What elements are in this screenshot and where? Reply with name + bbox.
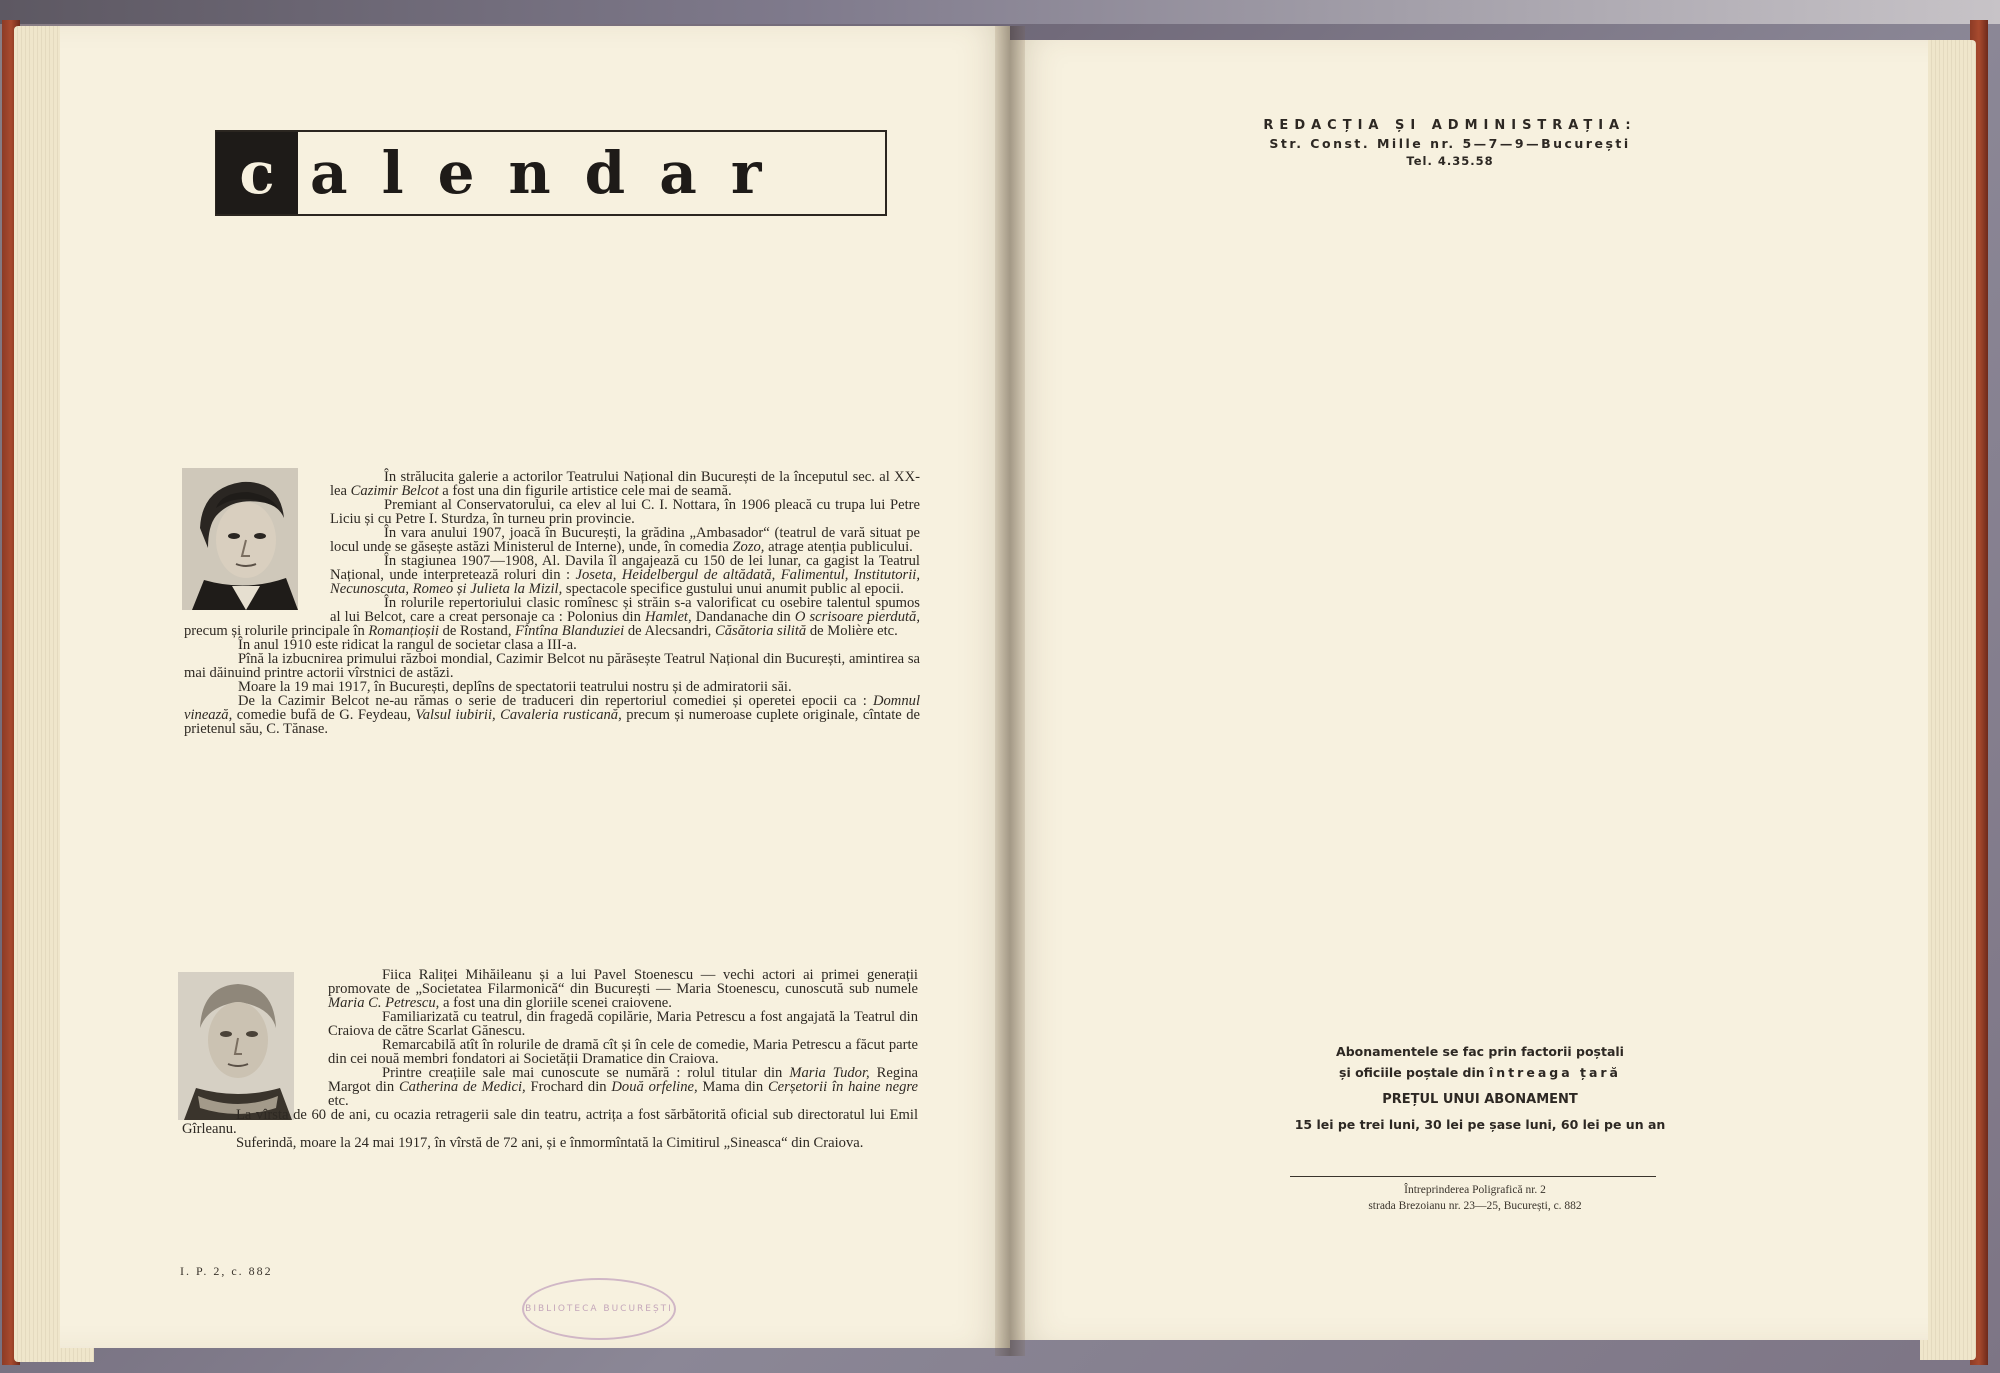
article-paragraph [184, 680, 920, 694]
paragraph-text: de Alecsandri, [624, 623, 715, 639]
subscription-line-2-end: întreaga țară [1489, 1065, 1621, 1080]
paragraph-text: Moare la 19 mai 1917, în București, deplîns de spectatorii teatrului nostru și de admiratorii săi. [238, 679, 792, 695]
editorial-office-header [1190, 118, 1710, 168]
paragraph-text: Premiant al Conservatorului, ca elev al lui C. I. Nottara, în 1906 pleacă cu trupa lui Petre Liciu și cu Petre I. Sturdza, în turneu prin provincie. [330, 497, 920, 527]
paragraph-text: spectacole specifice gustului unui anumit public al epocii. [562, 581, 904, 597]
paragraph-text: În rolurile repertoriului clasic romînesc și străin s-a valorificat cu osebire talentul spumos al lui Belcot, care a creat personaje ca : Polonius din [330, 595, 920, 625]
paragraph-text: Suferindă, moare la 24 mai 1917, în vîrstă de 72 ani, și e înmormîntată la Cimitirul „Sineasca“ din Craiova. [236, 1135, 864, 1151]
book-gutter [995, 26, 1025, 1356]
editorial-office-address: Str. Const. Mille nr. 5—7—9—București [1269, 136, 1631, 151]
paragraph-text: Printre creațiile sale mai cunoscute se numără : rolul titular din [382, 1065, 790, 1081]
library-stamp: BIBLIOTECA BUCUREȘTI [522, 1278, 676, 1340]
paragraph-text: Mama din [697, 1079, 768, 1095]
paragraph-text: Pînă la izbucnirea primului război mondial, Cazimir Belcot nu părăsește Teatrul Național din București, amintirea sa mai dăinuind printre actorii vîrstnici de astăzi. [184, 651, 920, 681]
italic-title: Maria C. Petrescu, [328, 995, 440, 1011]
paragraph-text: De la Cazimir Belcot ne-au rămas o serie de traduceri din repertoriul comediei și operetei epocii ca : [238, 693, 873, 709]
paragraph-text: a fost una din figurile artistice cele mai de seamă. [438, 483, 732, 499]
italic-title: Zozo, [732, 539, 765, 555]
editorial-office-phone: Tel. 4.35.58 [1406, 154, 1494, 168]
editorial-office-title: REDACȚIA ȘI ADMINISTRAȚIA: [1263, 118, 1637, 133]
portrait-spacer [182, 968, 328, 1108]
paragraph-text: În stagiunea 1907—1908, Al. Davila îl angajează cu 150 de lei lunar, ca gagist la Teatrul Național, unde interpretează roluri din : [330, 553, 920, 583]
paragraph-text: Frochard din [525, 1079, 612, 1095]
printing-house-info [1250, 1182, 1700, 1214]
paragraph-text: precum și numeroase cuplete originale, cîntate de prietenul său, C. Tănase. [184, 707, 920, 737]
divider-rule [1290, 1176, 1656, 1177]
right-page [1010, 40, 1928, 1340]
paragraph-text: etc. [328, 1093, 349, 1109]
paragraph-text: de Molière etc. [806, 623, 898, 639]
paragraph-text: Remarcabilă atît în rolurile de dramă cît și în cele de comedie, Maria Petrescu a făcut parte din cei nouă membri fondatori ai Societății Dramatice din Craiova. [328, 1037, 918, 1067]
paragraph-text: Regina Margot din [328, 1065, 918, 1095]
italic-title: Valsul iubirii, Cavaleria rusticană, [415, 707, 622, 723]
paragraph-text: La vîrsta de 60 de ani, cu ocazia retragerii sale din teatru, actrița a fost sărbătorită oficial sub directoratul lui Emil Gîrleanu. [182, 1107, 918, 1137]
italic-title: Catherina de Medici, [398, 1079, 526, 1095]
italic-title: Romanțioșii [368, 623, 439, 639]
italic-title: Domnul vinează, [184, 693, 920, 723]
paragraph-text: Familiarizată cu teatrul, din fragedă copilărie, Maria Petrescu a fost angajată la Teatrul din Craiova de către Scarlat Gănescu. [328, 1009, 918, 1039]
italic-title: Căsătoria silită [714, 623, 807, 639]
paragraph-text: comedie bufă de G. Feydeau, [232, 707, 416, 723]
article-paragraph [182, 1136, 918, 1150]
paragraph-text: atrage atenția publicului. [764, 539, 913, 555]
article-cazimir-belcot [184, 470, 920, 736]
italic-title: Joseta, Heidelbergul de altădată, Falimentul, Institutorii, Necunoscuta, Romeo și Julieta la Mizil, [330, 567, 920, 597]
calendar-heading-rest: alendar [310, 139, 796, 207]
paragraph-text: a fost una din gloriile scenei craiovene. [439, 995, 672, 1011]
italic-title: Fîntîna Blanduziei [515, 623, 625, 639]
article-maria-petrescu [182, 968, 918, 1150]
calendar-heading [215, 130, 887, 216]
subscription-price-title: PREȚUL UNUI ABONAMENT [1382, 1092, 1578, 1107]
italic-title: O scrisoare pierdută, [794, 609, 920, 625]
italic-title: Maria Tudor, [789, 1065, 870, 1081]
subscription-info [1250, 1044, 1710, 1132]
printer-code: I. P. 2, c. 882 [180, 1264, 273, 1278]
paragraph-text: de Rostand, [438, 623, 516, 639]
article-paragraph [184, 694, 920, 736]
italic-title: Două orfeline, [611, 1079, 698, 1095]
binding-edge [0, 0, 2000, 24]
italic-title: Cazimir Belcot [350, 483, 439, 499]
article-paragraph [184, 652, 920, 680]
printing-house-name: Întreprinderea Poligrafică nr. 2 [1404, 1184, 1546, 1196]
italic-title: Hamlet, [645, 609, 692, 625]
paragraph-text: Fiica Raliței Mihăileanu și a lui Pavel Stoenescu — vechi actori ai primei generații promovate de „Societatea Filarmonică“ din București — Maria Stoenescu, cunoscută sub numele [328, 967, 918, 997]
subscription-line-2-start: și oficiile poștale din [1339, 1065, 1490, 1080]
italic-title: Cerșetorii în haine negre [767, 1079, 918, 1095]
article-paragraph [182, 1108, 918, 1136]
calendar-heading-initial: c [216, 132, 298, 214]
paragraph-text: În anul 1910 este ridicat la rangul de societar clasa a III-a. [238, 637, 577, 653]
paragraph-text: În strălucita galerie a actorilor Teatrului Național din București de la începutul sec. al XX-lea [330, 469, 920, 499]
printing-house-address: strada Brezoianu nr. 23—25, București, c. 882 [1368, 1200, 1582, 1212]
paragraph-text: În vara anului 1907, joacă în București, la grădina „Ambasador“ (teatrul de vară situat pe locul unde se găsește astăzi Ministerul de Interne), unde, în comedia [330, 525, 920, 555]
page-stack-right [1920, 40, 1976, 1360]
portrait-spacer [184, 470, 330, 616]
subscription-line-1: Abonamentele se fac prin factorii poștali [1336, 1044, 1624, 1059]
paragraph-text: Dandanache din [691, 609, 795, 625]
subscription-prices: 15 lei pe trei luni, 30 lei pe șase luni, 60 lei pe un an [1294, 1117, 1666, 1132]
article-paragraph [184, 638, 920, 652]
subscription-line-2 [1250, 1065, 1710, 1080]
paragraph-text: precum și rolurile principale în [184, 623, 369, 639]
